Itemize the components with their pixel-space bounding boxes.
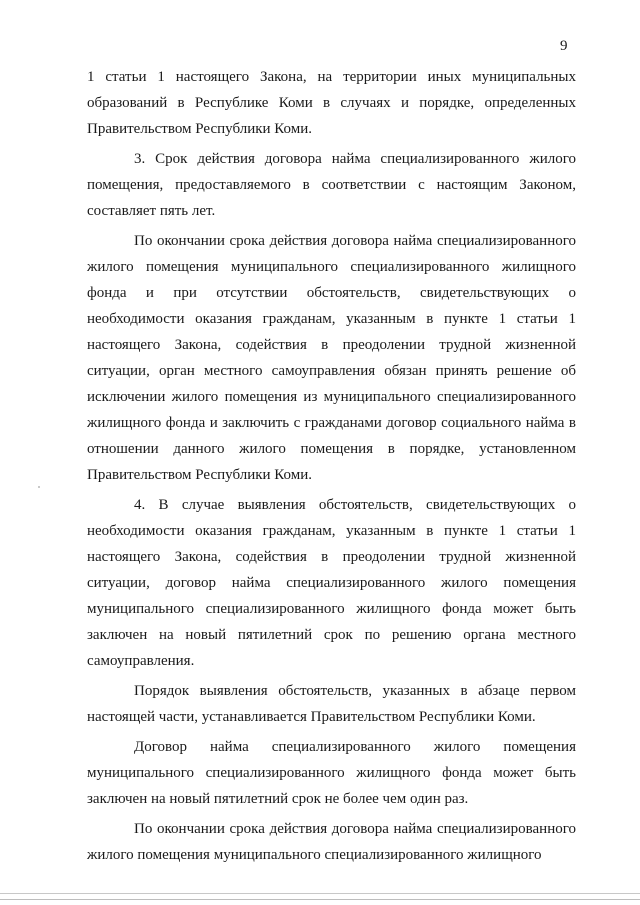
paragraph-clause-4-expiry: По окончании срока действия договора найма специализированного жилого помещения муниципального специализированного жилищного (87, 821, 576, 863)
scan-edge-line (0, 899, 640, 900)
paragraph-clause-3: 3. Срок действия договора найма специализированного жилого помещения, предоставляемого в соответствии с настоящим Законом, составляет пять лет. (87, 151, 576, 219)
paragraph-clause-4: 4. В случае выявления обстоятельств, свидетельствующих о необходимости оказания гражданам, указанным в пункте 1 статьи 1 настоящего Закона, содействия в преодолении трудной жизненной ситуации, договор найма специализированного жилого помещения муниципального специализированного жилищного фонда может быть заключен на новый пятилетний срок по решению органа местного самоуправления. (87, 497, 576, 669)
document-body (87, 64, 576, 868)
paragraph-clause-4-renewal-limit: Договор найма специализированного жилого помещения муниципального специализированного жилищного фонда может быть заключен на новый пятилетний срок не более чем один раз. (87, 739, 576, 807)
paragraph-clause-3-expiry: По окончании срока действия договора найма специализированного жилого помещения муниципального специализированного жилищного фонда и при отсутствии обстоятельств, свидетельствующих о необходимости оказания гражданам, указанным в пункте 1 статьи 1 настоящего Закона, содействия в преодолении трудной жизненной ситуации, орган местного самоуправления обязан принять решение об исключении жилого помещения из муниципального специализированного жилищного фонда и заключить с гражданами договор социального найма в отношении данного жилого помещения в порядке, установленном Правительством Республики Коми. (87, 233, 576, 483)
paragraph-continuation: 1 статьи 1 настоящего Закона, на территории иных муниципальных образований в Республике Коми в случаях и порядке, определенных Правительством Республики Коми. (87, 69, 576, 137)
scan-edge-line (0, 893, 640, 894)
paragraph-clause-4-procedure: Порядок выявления обстоятельств, указанных в абзаце первом настоящей части, устанавливается Правительством Республики Коми. (87, 683, 576, 725)
page-number: 9 (560, 38, 568, 54)
scan-speck (38, 486, 40, 488)
